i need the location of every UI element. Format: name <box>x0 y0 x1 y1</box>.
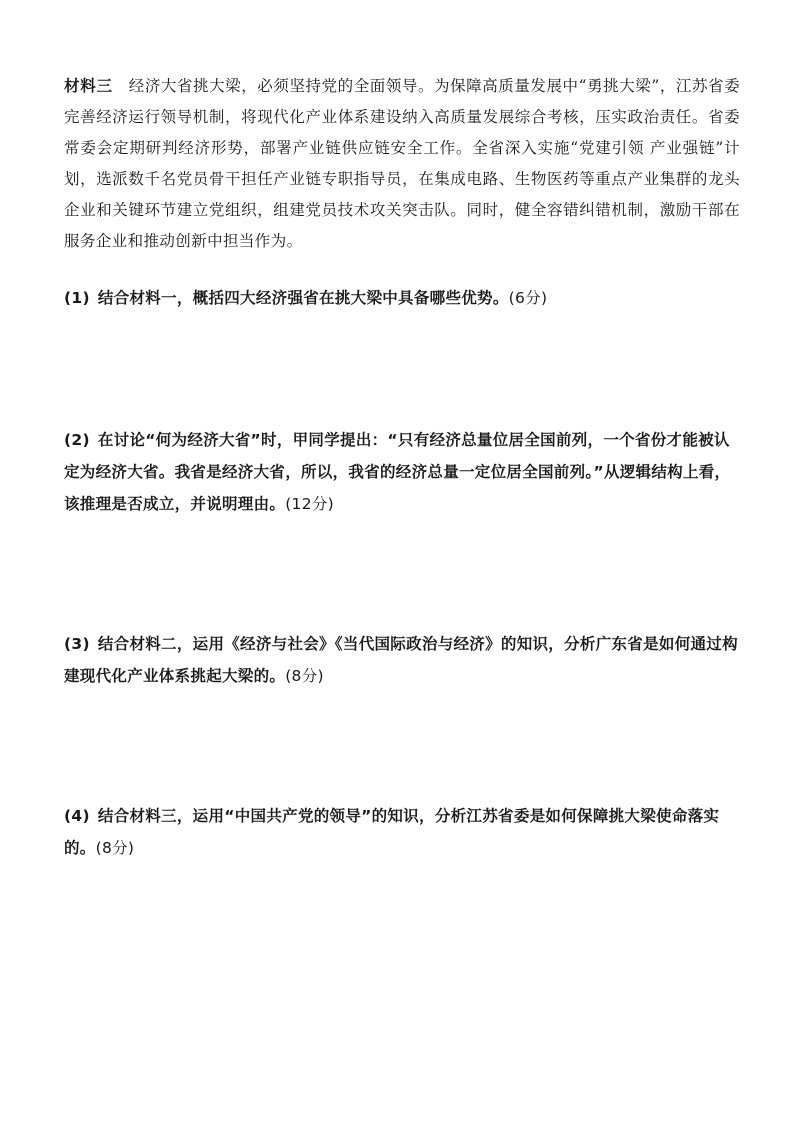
question-1-score: (6分) <box>508 289 548 307</box>
question-2-text: 在讨论“何为经济大省”时，甲同学提出：“只有经济总量位居全国前列，一个省份才能被认定为经济大省。我省是经济大省，所以，我省的经济总量一定位居全国前列。”从逻辑结构上看，该推理是否成立，并说明理由。 <box>64 431 731 513</box>
question-2-score: (12分) <box>285 495 335 513</box>
question-4-score: (8分) <box>95 839 135 857</box>
question-4-number: (4) <box>64 807 90 825</box>
question-2 <box>64 424 744 520</box>
question-4-text: 结合材料三，运用“中国共产党的领导”的知识，分析江苏省委是如何保障挑大梁使命落实的。 <box>64 807 720 857</box>
question-1-number: (1) <box>64 289 90 307</box>
question-1 <box>64 282 744 314</box>
question-3-score: (8分) <box>285 667 324 685</box>
material-three-text: 经济大省挑大梁，必须坚持党的全面领导。为保障高质量发展中“勇挑大梁”，江苏省委完善经济运行领导机制，将现代化产业体系建设纳入高质量发展综合考核，压实政治责任。省委常委会定期研判经济形势，部署产业链供应链安全工作。全省深入实施“党建引领 产业强链”计划，选派数千名党员骨干担任产业链专职指导员，在集成电路、生物医药等重点产业集群的龙头企业和关键环节建立党组织，组建党员技术攻关突击队。同时，健全容错纠错机制，激励干部在服务企业和推动创新中担当作为。 <box>64 77 740 250</box>
material-three-paragraph <box>64 70 740 257</box>
question-3-text: 结合材料二，运用《经济与社会》《当代国际政治与经济》的知识，分析广东省是如何通过构建现代化产业体系挑起大梁的。 <box>64 635 738 685</box>
question-3 <box>64 628 744 692</box>
question-4 <box>64 800 744 864</box>
question-2-number: (2) <box>64 431 90 449</box>
material-three-label: 材料三 <box>64 76 113 95</box>
question-1-text: 结合材料一，概括四大经济强省在挑大梁中具备哪些优势。 <box>97 289 509 307</box>
question-3-number: (3) <box>64 635 90 653</box>
